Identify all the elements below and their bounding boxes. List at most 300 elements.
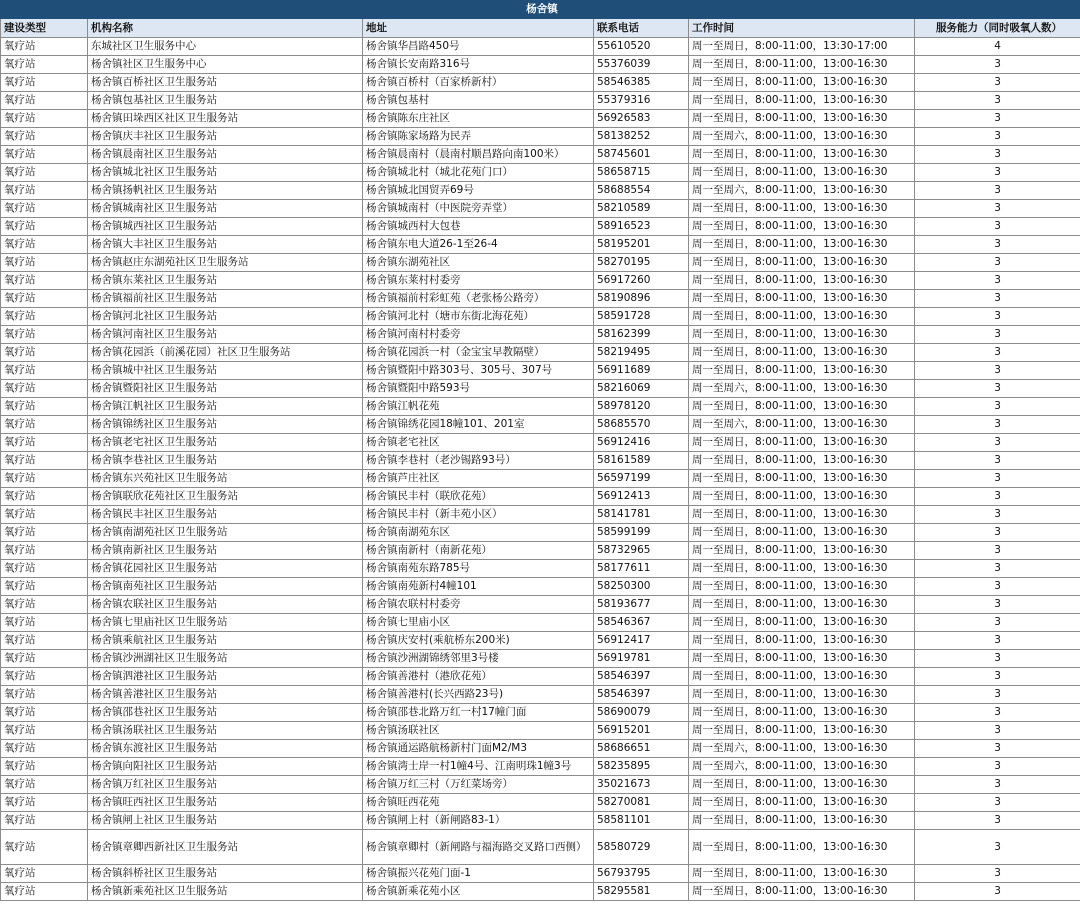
cell-name[interactable]: 杨舍镇城南社区卫生服务站 <box>88 200 363 218</box>
cell-hours[interactable]: 周一至周日，8:00-11:00，13:00-16:30 <box>689 308 915 326</box>
cell-phone[interactable]: 58161589 <box>594 452 689 470</box>
cell-type[interactable]: 氧疗站 <box>1 398 88 416</box>
cell-address[interactable]: 杨舍镇李巷村（老沙锡路93号） <box>363 452 594 470</box>
cell-hours[interactable]: 周一至周六，8:00-11:00，13:00-16:30 <box>689 740 915 758</box>
cell-phone[interactable]: 58162399 <box>594 326 689 344</box>
cell-capacity[interactable]: 3 <box>915 865 1080 883</box>
cell-phone[interactable]: 56912413 <box>594 488 689 506</box>
cell-hours[interactable]: 周一至周日，8:00-11:00，13:00-16:30 <box>689 344 915 362</box>
cell-address[interactable]: 杨舍镇华昌路450号 <box>363 38 594 56</box>
cell-address[interactable]: 杨舍镇包基村 <box>363 92 594 110</box>
cell-name[interactable]: 杨舍镇汤联社区卫生服务站 <box>88 722 363 740</box>
cell-type[interactable]: 氧疗站 <box>1 470 88 488</box>
cell-type[interactable]: 氧疗站 <box>1 182 88 200</box>
cell-name[interactable]: 杨舍镇万红社区卫生服务站 <box>88 776 363 794</box>
cell-capacity[interactable]: 3 <box>915 200 1080 218</box>
cell-hours[interactable]: 周一至周日，8:00-11:00，13:00-16:30 <box>689 506 915 524</box>
cell-address[interactable]: 杨舍镇民丰村（联欣花苑） <box>363 488 594 506</box>
cell-hours[interactable]: 周一至周日，8:00-11:00，13:00-16:30 <box>689 524 915 542</box>
cell-name[interactable]: 杨舍镇新乘苑社区卫生服务站 <box>88 883 363 901</box>
cell-capacity[interactable]: 3 <box>915 236 1080 254</box>
cell-name[interactable]: 杨舍镇社区卫生服务中心 <box>88 56 363 74</box>
cell-type[interactable]: 氧疗站 <box>1 650 88 668</box>
cell-phone[interactable]: 58591728 <box>594 308 689 326</box>
cell-address[interactable]: 杨舍镇振兴花苑门面-1 <box>363 865 594 883</box>
cell-capacity[interactable]: 3 <box>915 164 1080 182</box>
cell-name[interactable]: 杨舍镇农联社区卫生服务站 <box>88 596 363 614</box>
cell-type[interactable]: 氧疗站 <box>1 632 88 650</box>
cell-phone[interactable]: 58250300 <box>594 578 689 596</box>
cell-name[interactable]: 杨舍镇福前社区卫生服务站 <box>88 290 363 308</box>
cell-type[interactable]: 氧疗站 <box>1 128 88 146</box>
cell-name[interactable]: 杨舍镇善港社区卫生服务站 <box>88 686 363 704</box>
cell-type[interactable]: 氧疗站 <box>1 740 88 758</box>
column-header-address[interactable]: 地址 <box>363 19 594 38</box>
cell-capacity[interactable]: 3 <box>915 614 1080 632</box>
cell-name[interactable]: 杨舍镇河北社区卫生服务站 <box>88 308 363 326</box>
cell-name[interactable]: 杨舍镇百桥社区卫生服务站 <box>88 74 363 92</box>
cell-address[interactable]: 杨舍镇城北村（城北花苑门口） <box>363 164 594 182</box>
table-row <box>1 704 1080 722</box>
cell-name[interactable]: 杨舍镇赵庄东湖苑社区卫生服务站 <box>88 254 363 272</box>
cell-hours[interactable]: 周一至周日，8:00-11:00，13:00-16:30 <box>689 200 915 218</box>
cell-capacity[interactable]: 3 <box>915 398 1080 416</box>
cell-hours[interactable]: 周一至周六，8:00-11:00，13:00-16:30 <box>689 380 915 398</box>
cell-phone[interactable]: 55376039 <box>594 56 689 74</box>
cell-address[interactable]: 杨舍镇南新村（南新花苑） <box>363 542 594 560</box>
cell-phone[interactable]: 58216069 <box>594 380 689 398</box>
cell-phone[interactable]: 58138252 <box>594 128 689 146</box>
cell-name[interactable]: 杨舍镇锦绣社区卫生服务站 <box>88 416 363 434</box>
cell-type[interactable]: 氧疗站 <box>1 164 88 182</box>
cell-hours[interactable]: 周一至周日，8:00-11:00，13:00-16:30 <box>689 542 915 560</box>
cell-name[interactable]: 杨舍镇沙洲湖社区卫生服务站 <box>88 650 363 668</box>
table-row <box>1 110 1080 128</box>
cell-hours[interactable]: 周一至周日，8:00-11:00，13:00-16:30 <box>689 883 915 901</box>
cell-address[interactable]: 杨舍镇花园浜一村（金宝宝早教隔壁） <box>363 344 594 362</box>
cell-capacity[interactable]: 3 <box>915 830 1080 865</box>
cell-hours[interactable]: 周一至周日，8:00-11:00，13:00-16:30 <box>689 236 915 254</box>
cell-phone[interactable]: 58658715 <box>594 164 689 182</box>
cell-type[interactable]: 氧疗站 <box>1 488 88 506</box>
cell-phone[interactable]: 58688554 <box>594 182 689 200</box>
cell-capacity[interactable]: 3 <box>915 758 1080 776</box>
cell-address[interactable]: 杨舍镇汤联社区 <box>363 722 594 740</box>
cell-phone[interactable]: 58177611 <box>594 560 689 578</box>
cell-address[interactable]: 杨舍镇江帆花苑 <box>363 398 594 416</box>
cell-hours[interactable]: 周一至周日，8:00-11:00，13:00-16:30 <box>689 704 915 722</box>
cell-name[interactable]: 杨舍镇庆丰社区卫生服务站 <box>88 128 363 146</box>
cell-name[interactable]: 杨舍镇晨南社区卫生服务站 <box>88 146 363 164</box>
cell-type[interactable]: 氧疗站 <box>1 326 88 344</box>
cell-capacity[interactable]: 3 <box>915 686 1080 704</box>
cell-address[interactable]: 杨舍镇民丰村（新丰苑小区） <box>363 506 594 524</box>
cell-address[interactable]: 杨舍镇旺西花苑 <box>363 794 594 812</box>
cell-capacity[interactable]: 3 <box>915 722 1080 740</box>
cell-address[interactable]: 杨舍镇河南村村委旁 <box>363 326 594 344</box>
cell-type[interactable]: 氧疗站 <box>1 758 88 776</box>
cell-type[interactable]: 氧疗站 <box>1 74 88 92</box>
table-row <box>1 398 1080 416</box>
cell-type[interactable]: 氧疗站 <box>1 812 88 830</box>
cell-phone[interactable]: 58685570 <box>594 416 689 434</box>
cell-name[interactable]: 杨舍镇闸上社区卫生服务站 <box>88 812 363 830</box>
cell-capacity[interactable]: 3 <box>915 470 1080 488</box>
cell-address[interactable]: 杨舍镇南湖苑东区 <box>363 524 594 542</box>
cell-hours[interactable]: 周一至周日，8:00-11:00，13:00-16:30 <box>689 722 915 740</box>
cell-type[interactable]: 氧疗站 <box>1 883 88 901</box>
cell-hours[interactable]: 周一至周日，8:00-11:00，13:00-16:30 <box>689 812 915 830</box>
cell-phone[interactable]: 56919781 <box>594 650 689 668</box>
cell-address[interactable]: 杨舍镇邵巷北路万红一村17幢门面 <box>363 704 594 722</box>
cell-hours[interactable]: 周一至周日，8:00-11:00，13:00-16:30 <box>689 560 915 578</box>
cell-name[interactable]: 杨舍镇老宅社区卫生服务站 <box>88 434 363 452</box>
cell-hours[interactable]: 周一至周日，8:00-11:00，13:00-16:30 <box>689 794 915 812</box>
cell-type[interactable]: 氧疗站 <box>1 614 88 632</box>
cell-hours[interactable]: 周一至周日，8:00-11:00，13:00-16:30 <box>689 865 915 883</box>
cell-capacity[interactable]: 3 <box>915 524 1080 542</box>
cell-name[interactable]: 杨舍镇东兴苑社区卫生服务站 <box>88 470 363 488</box>
cell-address[interactable]: 杨舍镇新乘花苑小区 <box>363 883 594 901</box>
cell-address[interactable]: 杨舍镇善港村(长兴西路23号) <box>363 686 594 704</box>
cell-type[interactable]: 氧疗站 <box>1 560 88 578</box>
cell-phone[interactable]: 56917260 <box>594 272 689 290</box>
cell-phone[interactable]: 58141781 <box>594 506 689 524</box>
cell-hours[interactable]: 周一至周日，8:00-11:00，13:00-16:30 <box>689 776 915 794</box>
cell-hours[interactable]: 周一至周日，8:00-11:00，13:00-16:30 <box>689 668 915 686</box>
cell-phone[interactable]: 58210589 <box>594 200 689 218</box>
cell-capacity[interactable]: 3 <box>915 560 1080 578</box>
cell-capacity[interactable]: 3 <box>915 542 1080 560</box>
cell-capacity[interactable]: 3 <box>915 272 1080 290</box>
cell-address[interactable]: 杨舍镇福前村彩虹苑（老张杨公路旁） <box>363 290 594 308</box>
cell-capacity[interactable]: 3 <box>915 182 1080 200</box>
cell-capacity[interactable]: 3 <box>915 290 1080 308</box>
cell-name[interactable]: 杨舍镇七里庙社区卫生服务站 <box>88 614 363 632</box>
cell-address[interactable]: 杨舍镇锦绣花园18幢101、201室 <box>363 416 594 434</box>
cell-phone[interactable]: 58745601 <box>594 146 689 164</box>
cell-type[interactable]: 氧疗站 <box>1 416 88 434</box>
cell-capacity[interactable]: 3 <box>915 146 1080 164</box>
cell-name[interactable]: 杨舍镇南湖苑社区卫生服务站 <box>88 524 363 542</box>
cell-name[interactable]: 杨舍镇民丰社区卫生服务站 <box>88 506 363 524</box>
cell-type[interactable]: 氧疗站 <box>1 524 88 542</box>
cell-type[interactable]: 氧疗站 <box>1 434 88 452</box>
cell-hours[interactable]: 周一至周日，8:00-11:00，13:00-16:30 <box>689 452 915 470</box>
cell-type[interactable]: 氧疗站 <box>1 236 88 254</box>
cell-hours[interactable]: 周一至周日，8:00-11:00，13:00-16:30 <box>689 578 915 596</box>
cell-address[interactable]: 杨舍镇老宅社区 <box>363 434 594 452</box>
cell-capacity[interactable]: 3 <box>915 452 1080 470</box>
cell-capacity[interactable]: 3 <box>915 704 1080 722</box>
cell-address[interactable]: 杨舍镇庆安村(乘航桥东200米) <box>363 632 594 650</box>
cell-name[interactable]: 杨舍镇田垛西区社区卫生服务站 <box>88 110 363 128</box>
cell-phone[interactable]: 58193677 <box>594 596 689 614</box>
cell-capacity[interactable]: 3 <box>915 416 1080 434</box>
cell-hours[interactable]: 周一至周日，8:00-11:00，13:00-16:30 <box>689 272 915 290</box>
cell-type[interactable]: 氧疗站 <box>1 578 88 596</box>
cell-type[interactable]: 氧疗站 <box>1 686 88 704</box>
column-header-name[interactable]: 机构名称 <box>88 19 363 38</box>
cell-type[interactable]: 氧疗站 <box>1 56 88 74</box>
cell-address[interactable]: 杨舍镇陈东庄社区 <box>363 110 594 128</box>
cell-capacity[interactable]: 3 <box>915 362 1080 380</box>
cell-hours[interactable]: 周一至周六，8:00-11:00，13:00-16:30 <box>689 758 915 776</box>
table-row <box>1 883 1080 901</box>
cell-hours[interactable]: 周一至周日，8:00-11:00，13:00-16:30 <box>689 470 915 488</box>
table-row <box>1 452 1080 470</box>
cell-name[interactable]: 杨舍镇章卿西新社区卫生服务站 <box>88 830 363 865</box>
cell-type[interactable]: 氧疗站 <box>1 38 88 56</box>
table-row <box>1 524 1080 542</box>
cell-type[interactable]: 氧疗站 <box>1 254 88 272</box>
cell-hours[interactable]: 周一至周日，8:00-11:00，13:00-16:30 <box>689 632 915 650</box>
cell-phone[interactable]: 56793795 <box>594 865 689 883</box>
cell-capacity[interactable]: 3 <box>915 326 1080 344</box>
cell-address[interactable]: 杨舍镇东莱村村委旁 <box>363 272 594 290</box>
cell-type[interactable]: 氧疗站 <box>1 704 88 722</box>
cell-phone[interactable]: 58690079 <box>594 704 689 722</box>
cell-capacity[interactable]: 3 <box>915 488 1080 506</box>
cell-address[interactable]: 杨舍镇湾士岸一村1幢4号、江南明珠1幢3号 <box>363 758 594 776</box>
cell-type[interactable]: 氧疗站 <box>1 776 88 794</box>
cell-phone[interactable]: 58686651 <box>594 740 689 758</box>
table-row <box>1 865 1080 883</box>
cell-name[interactable]: 杨舍镇城西社区卫生服务站 <box>88 218 363 236</box>
cell-name[interactable]: 杨舍镇泗港社区卫生服务站 <box>88 668 363 686</box>
cell-capacity[interactable]: 3 <box>915 110 1080 128</box>
cell-phone[interactable]: 56911689 <box>594 362 689 380</box>
cell-phone[interactable]: 58916523 <box>594 218 689 236</box>
cell-address[interactable]: 杨舍镇河北村（塘市东街北海花苑） <box>363 308 594 326</box>
cell-type[interactable]: 氧疗站 <box>1 865 88 883</box>
cell-phone[interactable]: 58546385 <box>594 74 689 92</box>
cell-hours[interactable]: 周一至周日，8:00-11:00，13:00-16:30 <box>689 596 915 614</box>
cell-name[interactable]: 杨舍镇花园浜（前溪花园）社区卫生服务站 <box>88 344 363 362</box>
cell-phone[interactable]: 56926583 <box>594 110 689 128</box>
cell-type[interactable]: 氧疗站 <box>1 830 88 865</box>
table-row <box>1 200 1080 218</box>
cell-type[interactable]: 氧疗站 <box>1 344 88 362</box>
cell-hours[interactable]: 周一至周六，8:00-11:00，13:00-16:30 <box>689 182 915 200</box>
cell-type[interactable]: 氧疗站 <box>1 668 88 686</box>
cell-capacity[interactable]: 3 <box>915 254 1080 272</box>
cell-address[interactable]: 杨舍镇万红三村（万红菜场旁） <box>363 776 594 794</box>
cell-phone[interactable]: 58546367 <box>594 614 689 632</box>
cell-name[interactable]: 杨舍镇城北社区卫生服务站 <box>88 164 363 182</box>
cell-phone[interactable]: 55379316 <box>594 92 689 110</box>
column-header-type[interactable]: 建设类型 <box>1 19 88 38</box>
cell-address[interactable]: 杨舍镇七里庙小区 <box>363 614 594 632</box>
cell-capacity[interactable]: 3 <box>915 434 1080 452</box>
cell-name[interactable]: 杨舍镇旺西社区卫生服务站 <box>88 794 363 812</box>
cell-capacity[interactable]: 3 <box>915 632 1080 650</box>
cell-name[interactable]: 东城社区卫生服务中心 <box>88 38 363 56</box>
cell-hours[interactable]: 周一至周日，8:00-11:00，13:00-16:30 <box>689 830 915 865</box>
table-row <box>1 254 1080 272</box>
cell-type[interactable]: 氧疗站 <box>1 92 88 110</box>
cell-name[interactable]: 杨舍镇大丰社区卫生服务站 <box>88 236 363 254</box>
cell-phone[interactable]: 58190896 <box>594 290 689 308</box>
cell-name[interactable]: 杨舍镇南苑社区卫生服务站 <box>88 578 363 596</box>
cell-name[interactable]: 杨舍镇东莱社区卫生服务站 <box>88 272 363 290</box>
cell-name[interactable]: 杨舍镇扬帆社区卫生服务站 <box>88 182 363 200</box>
cell-address[interactable]: 杨舍镇沙洲湖锦绣邻里3号楼 <box>363 650 594 668</box>
table-row <box>1 128 1080 146</box>
cell-phone[interactable]: 58546397 <box>594 686 689 704</box>
cell-capacity[interactable]: 3 <box>915 650 1080 668</box>
cell-name[interactable]: 杨舍镇暨阳社区卫生服务站 <box>88 380 363 398</box>
cell-address[interactable]: 杨舍镇通运路航杨新村门面M2/M3 <box>363 740 594 758</box>
cell-address[interactable]: 杨舍镇城南村（中医院旁弄堂） <box>363 200 594 218</box>
column-header-hours[interactable]: 工作时间 <box>689 19 915 38</box>
cell-hours[interactable]: 周一至周日，8:00-11:00，13:00-16:30 <box>689 326 915 344</box>
cell-capacity[interactable]: 3 <box>915 380 1080 398</box>
cell-address[interactable]: 杨舍镇城北国贸弄69号 <box>363 182 594 200</box>
cell-type[interactable]: 氧疗站 <box>1 794 88 812</box>
cell-capacity[interactable]: 3 <box>915 812 1080 830</box>
cell-address[interactable]: 杨舍镇善港村（港欣花苑） <box>363 668 594 686</box>
cell-address[interactable]: 杨舍镇芦庄社区 <box>363 470 594 488</box>
cell-capacity[interactable]: 3 <box>915 740 1080 758</box>
cell-hours[interactable]: 周一至周日，8:00-11:00，13:00-16:30 <box>689 290 915 308</box>
cell-hours[interactable]: 周一至周日，8:00-11:00，13:00-16:30 <box>689 434 915 452</box>
cell-name[interactable]: 杨舍镇城中社区卫生服务站 <box>88 362 363 380</box>
cell-phone[interactable]: 58270081 <box>594 794 689 812</box>
cell-type[interactable]: 氧疗站 <box>1 272 88 290</box>
cell-phone[interactable]: 56915201 <box>594 722 689 740</box>
cell-capacity[interactable]: 3 <box>915 308 1080 326</box>
cell-hours[interactable]: 周一至周日，8:00-11:00，13:00-16:30 <box>689 650 915 668</box>
cell-address[interactable]: 杨舍镇东湖苑社区 <box>363 254 594 272</box>
cell-name[interactable]: 杨舍镇河南社区卫生服务站 <box>88 326 363 344</box>
cell-phone[interactable]: 58235895 <box>594 758 689 776</box>
cell-type[interactable]: 氧疗站 <box>1 506 88 524</box>
cell-phone[interactable]: 58270195 <box>594 254 689 272</box>
cell-type[interactable]: 氧疗站 <box>1 452 88 470</box>
cell-hours[interactable]: 周一至周六，8:00-11:00，13:00-16:30 <box>689 128 915 146</box>
table-row <box>1 668 1080 686</box>
column-header-capacity[interactable]: 服务能力（同时吸氧人数） <box>915 19 1080 38</box>
cell-hours[interactable]: 周一至周日，8:00-11:00，13:00-16:30 <box>689 92 915 110</box>
cell-capacity[interactable]: 3 <box>915 506 1080 524</box>
cell-hours[interactable]: 周一至周日，8:00-11:00，13:00-16:30 <box>689 218 915 236</box>
column-header-phone[interactable]: 联系电话 <box>594 19 689 38</box>
cell-address[interactable]: 杨舍镇闸上村（新闸路83-1） <box>363 812 594 830</box>
cell-hours[interactable]: 周一至周日，8:00-11:00，13:00-16:30 <box>689 614 915 632</box>
cell-hours[interactable]: 周一至周日，8:00-11:00，13:00-16:30 <box>689 74 915 92</box>
cell-address[interactable]: 杨舍镇陈家场路为民弄 <box>363 128 594 146</box>
cell-phone[interactable]: 58581101 <box>594 812 689 830</box>
cell-type[interactable]: 氧疗站 <box>1 596 88 614</box>
cell-type[interactable]: 氧疗站 <box>1 200 88 218</box>
cell-capacity[interactable]: 3 <box>915 74 1080 92</box>
cell-name[interactable]: 杨舍镇乘航社区卫生服务站 <box>88 632 363 650</box>
cell-phone[interactable]: 56597199 <box>594 470 689 488</box>
cell-phone[interactable]: 58195201 <box>594 236 689 254</box>
cell-address[interactable]: 杨舍镇暨阳中路303号、305号、307号 <box>363 362 594 380</box>
cell-name[interactable]: 杨舍镇南新社区卫生服务站 <box>88 542 363 560</box>
cell-phone[interactable]: 55610520 <box>594 38 689 56</box>
cell-name[interactable]: 杨舍镇邵巷社区卫生服务站 <box>88 704 363 722</box>
cell-capacity[interactable]: 3 <box>915 883 1080 901</box>
cell-address[interactable]: 杨舍镇农联村村委旁 <box>363 596 594 614</box>
cell-capacity[interactable]: 3 <box>915 92 1080 110</box>
cell-type[interactable]: 氧疗站 <box>1 110 88 128</box>
cell-capacity[interactable]: 3 <box>915 56 1080 74</box>
cell-type[interactable]: 氧疗站 <box>1 362 88 380</box>
cell-hours[interactable]: 周一至周日，8:00-11:00，13:30-17:00 <box>689 38 915 56</box>
cell-phone[interactable]: 58580729 <box>594 830 689 865</box>
cell-address[interactable]: 杨舍镇南苑新村4幢101 <box>363 578 594 596</box>
cell-hours[interactable]: 周一至周日，8:00-11:00，13:00-16:30 <box>689 56 915 74</box>
cell-address[interactable]: 杨舍镇百桥村（百家桥新村） <box>363 74 594 92</box>
cell-hours[interactable]: 周一至周日，8:00-11:00，13:00-16:30 <box>689 488 915 506</box>
cell-hours[interactable]: 周一至周日，8:00-11:00，13:00-16:30 <box>689 686 915 704</box>
cell-type[interactable]: 氧疗站 <box>1 146 88 164</box>
cell-address[interactable]: 杨舍镇章卿村（新闸路与福海路交叉路口西侧） <box>363 830 594 865</box>
cell-name[interactable]: 杨舍镇包基社区卫生服务站 <box>88 92 363 110</box>
table-row <box>1 416 1080 434</box>
cell-phone[interactable]: 56912417 <box>594 632 689 650</box>
cell-phone[interactable]: 58219495 <box>594 344 689 362</box>
cell-address[interactable]: 杨舍镇东电大道26-1至26-4 <box>363 236 594 254</box>
cell-address[interactable]: 杨舍镇晨南村（晨南村顺昌路向南100米） <box>363 146 594 164</box>
cell-type[interactable]: 氧疗站 <box>1 308 88 326</box>
cell-name[interactable]: 杨舍镇花园社区卫生服务站 <box>88 560 363 578</box>
cell-name[interactable]: 杨舍镇联欣花苑社区卫生服务站 <box>88 488 363 506</box>
cell-hours[interactable]: 周一至周日，8:00-11:00，13:00-16:30 <box>689 110 915 128</box>
cell-phone[interactable]: 58546397 <box>594 668 689 686</box>
cell-type[interactable]: 氧疗站 <box>1 218 88 236</box>
cell-phone[interactable]: 35021673 <box>594 776 689 794</box>
cell-hours[interactable]: 周一至周日，8:00-11:00，13:00-16:30 <box>689 164 915 182</box>
cell-hours[interactable]: 周一至周日，8:00-11:00，13:00-16:30 <box>689 146 915 164</box>
cell-capacity[interactable]: 3 <box>915 668 1080 686</box>
cell-name[interactable]: 杨舍镇李巷社区卫生服务站 <box>88 452 363 470</box>
cell-capacity[interactable]: 3 <box>915 596 1080 614</box>
cell-hours[interactable]: 周一至周六，8:00-11:00，13:00-16:30 <box>689 416 915 434</box>
cell-capacity[interactable]: 3 <box>915 344 1080 362</box>
cell-phone[interactable]: 58978120 <box>594 398 689 416</box>
cell-capacity[interactable]: 3 <box>915 128 1080 146</box>
cell-type[interactable]: 氧疗站 <box>1 722 88 740</box>
cell-hours[interactable]: 周一至周日，8:00-11:00，13:00-16:30 <box>689 362 915 380</box>
cell-name[interactable]: 杨舍镇向阳社区卫生服务站 <box>88 758 363 776</box>
cell-name[interactable]: 杨舍镇斜桥社区卫生服务站 <box>88 865 363 883</box>
cell-type[interactable]: 氧疗站 <box>1 290 88 308</box>
cell-address[interactable]: 杨舍镇南苑东路785号 <box>363 560 594 578</box>
cell-address[interactable]: 杨舍镇暨阳中路593号 <box>363 380 594 398</box>
cell-type[interactable]: 氧疗站 <box>1 380 88 398</box>
cell-capacity[interactable]: 3 <box>915 218 1080 236</box>
cell-type[interactable]: 氧疗站 <box>1 542 88 560</box>
cell-address[interactable]: 杨舍镇长安南路316号 <box>363 56 594 74</box>
cell-phone[interactable]: 58295581 <box>594 883 689 901</box>
cell-name[interactable]: 杨舍镇东渡社区卫生服务站 <box>88 740 363 758</box>
cell-hours[interactable]: 周一至周日，8:00-11:00，13:00-16:30 <box>689 398 915 416</box>
cell-phone[interactable]: 56912416 <box>594 434 689 452</box>
cell-phone[interactable]: 58732965 <box>594 542 689 560</box>
cell-name[interactable]: 杨舍镇江帆社区卫生服务站 <box>88 398 363 416</box>
cell-hours[interactable]: 周一至周日，8:00-11:00，13:00-16:30 <box>689 254 915 272</box>
cell-capacity[interactable]: 3 <box>915 776 1080 794</box>
cell-capacity[interactable]: 3 <box>915 794 1080 812</box>
cell-capacity[interactable]: 3 <box>915 578 1080 596</box>
cell-capacity[interactable]: 4 <box>915 38 1080 56</box>
cell-phone[interactable]: 58599199 <box>594 524 689 542</box>
cell-address[interactable]: 杨舍镇城西村大包巷 <box>363 218 594 236</box>
